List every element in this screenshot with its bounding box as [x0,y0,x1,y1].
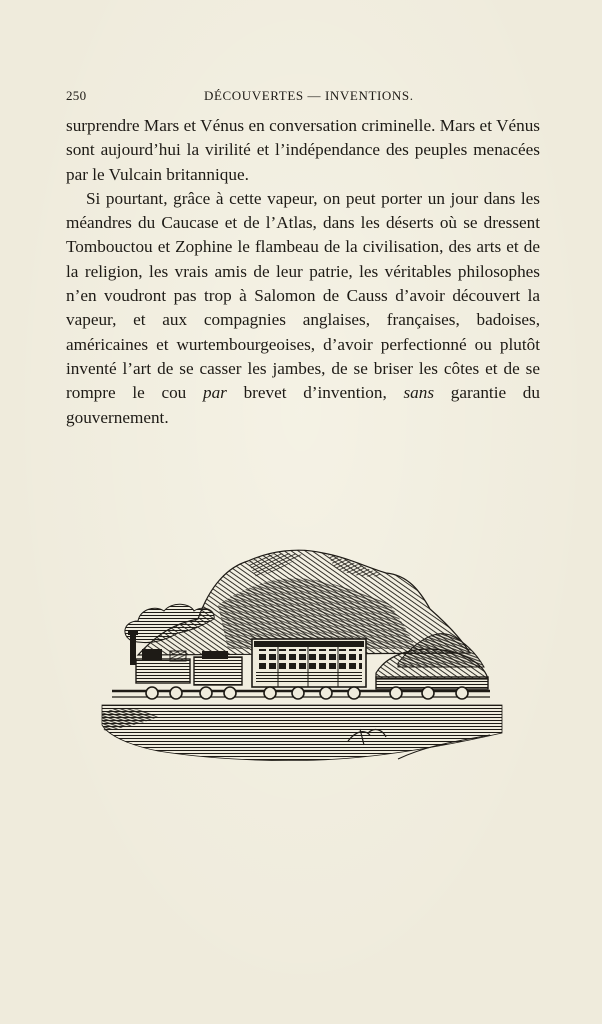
train-engraving [98,545,506,773]
paragraph-2-part-1: Si pourtant, grâce à cette vapeur, on peut porter un jour dans les méandres du Caucase et de l’Atlas, dans les déserts où se dressent Tombouctou et Zophine le flambeau de la civilisation, des arts et de la religion, les vrais amis de leur patrie, les véritables philosophes n’en voudront pas trop à Salomon de Causs d’avoir découvert la vapeur, et aux compagnies anglaises, françaises, badoises, américaines et wurtembourgeoises, d’avoir perfectionné ou plutôt inventé l’art de se casser les jambes, de se briser les côtes et de se rompre le cou [66,188,540,403]
italic-par: par [202,383,227,403]
paragraph-1: surprendre Mars et Vénus en conversation criminelle. Mars et Vénus sont aujourd’hui la virilité et l’indépendance des peuples menacées par le Vulcain britannique. [66,116,540,184]
paragraph-2-part-3: garantie du gouvernement. [66,383,540,427]
tender-car [194,651,242,685]
foreground-landscape [102,705,502,761]
italic-sans: sans [403,383,435,403]
paragraph-2-part-2: brevet d’invention, [226,383,404,403]
passenger-carriage [252,639,366,687]
paragraph-2 [66,187,540,430]
page-number: 250 [66,88,87,103]
running-title: DÉCOUVERTES — INVENTIONS. [204,88,414,103]
body-text [66,114,540,430]
running-head [66,88,540,106]
